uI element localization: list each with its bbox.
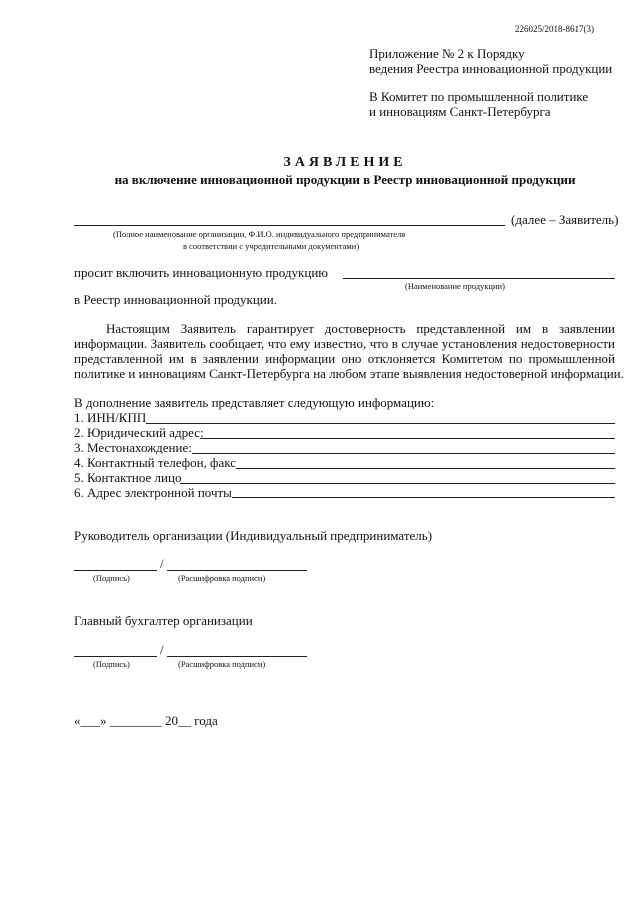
head-signature-field[interactable]	[74, 570, 157, 571]
head-signature-slash: /	[160, 556, 164, 571]
accountant-signature-title: Главный бухгалтер организации	[74, 613, 253, 628]
applicant-name-field[interactable]	[74, 225, 505, 226]
field-label-phone: 4. Контактный телефон, факс	[74, 455, 237, 470]
date-line[interactable]: «___» ________ 20__ года	[74, 713, 218, 728]
inn-field[interactable]	[146, 423, 615, 424]
guarantee-line-2: информации. Заявитель сообщает, что ему известно, что в случае установления недостоверности	[74, 336, 615, 351]
guarantee-line-1: Настоящим Заявитель гарантирует достоверность представленной им в заявлении	[106, 321, 615, 336]
addressee-line-2: и инновациям Санкт-Петербурга	[369, 104, 551, 119]
request-label: просит включить инновационную продукцию	[74, 265, 328, 280]
appendix-line-1: Приложение № 2 к Порядку	[369, 46, 525, 61]
applicant-caption-1: (Полное наименование организации, Ф.И.О. индивидуального предпринимателя	[113, 229, 406, 239]
applicant-caption-2: в соответствии с учредительными документами)	[183, 241, 360, 251]
head-signature-decode-field[interactable]	[167, 570, 307, 571]
field-label-inn: 1. ИНН/КПП	[74, 410, 147, 425]
legal-address-field[interactable]	[200, 438, 615, 439]
head-decode-caption: (Расшифровка подписи)	[178, 573, 266, 583]
email-field[interactable]	[232, 497, 615, 498]
field-label-email: 6. Адрес электронной почты	[74, 485, 232, 500]
field-label-legal-address: 2. Юридический адрес:	[74, 425, 204, 440]
accountant-decode-caption: (Расшифровка подписи)	[178, 659, 266, 669]
accountant-signature-field[interactable]	[74, 656, 157, 657]
location-field[interactable]	[192, 453, 615, 454]
page-subtitle: на включение инновационной продукции в Реестр инновационной продукции	[114, 172, 576, 187]
product-name-caption: (Наименование продукции)	[405, 281, 505, 291]
addressee-line-1: В Комитет по промышленной политике	[369, 89, 589, 104]
guarantee-line-3: представленной им в заявлении информации оно отклоняется Комитетом по промышленной	[74, 351, 615, 366]
guarantee-line-4: политике и инновациям Санкт-Петербурга на любом этапе выявления недостоверной информации.	[74, 366, 624, 381]
accountant-signature-slash: /	[160, 642, 164, 657]
document-number: 226025/2018-8617(3)	[515, 24, 594, 34]
field-label-location: 3. Местонахождение:	[74, 440, 192, 455]
contact-person-field[interactable]	[180, 483, 615, 484]
accountant-signature-decode-field[interactable]	[167, 656, 307, 657]
product-name-field[interactable]	[343, 278, 615, 279]
phone-fax-field[interactable]	[236, 468, 615, 469]
head-signature-title: Руководитель организации (Индивидуальный предприниматель)	[74, 528, 433, 543]
additional-intro: В дополнение заявитель представляет следующую информацию:	[74, 395, 435, 410]
accountant-signature-caption: (Подпись)	[93, 659, 130, 669]
page-title: ЗАЯВЛЕНИЕ	[283, 155, 407, 170]
appendix-line-2: ведения Реестра инновационной продукции	[369, 61, 613, 76]
head-signature-caption: (Подпись)	[93, 573, 130, 583]
field-label-contact: 5. Контактное лицо	[74, 470, 182, 485]
applicant-suffix: (далее – Заявитель)	[511, 212, 619, 227]
request-continuation: в Реестр инновационной продукции.	[74, 292, 277, 307]
